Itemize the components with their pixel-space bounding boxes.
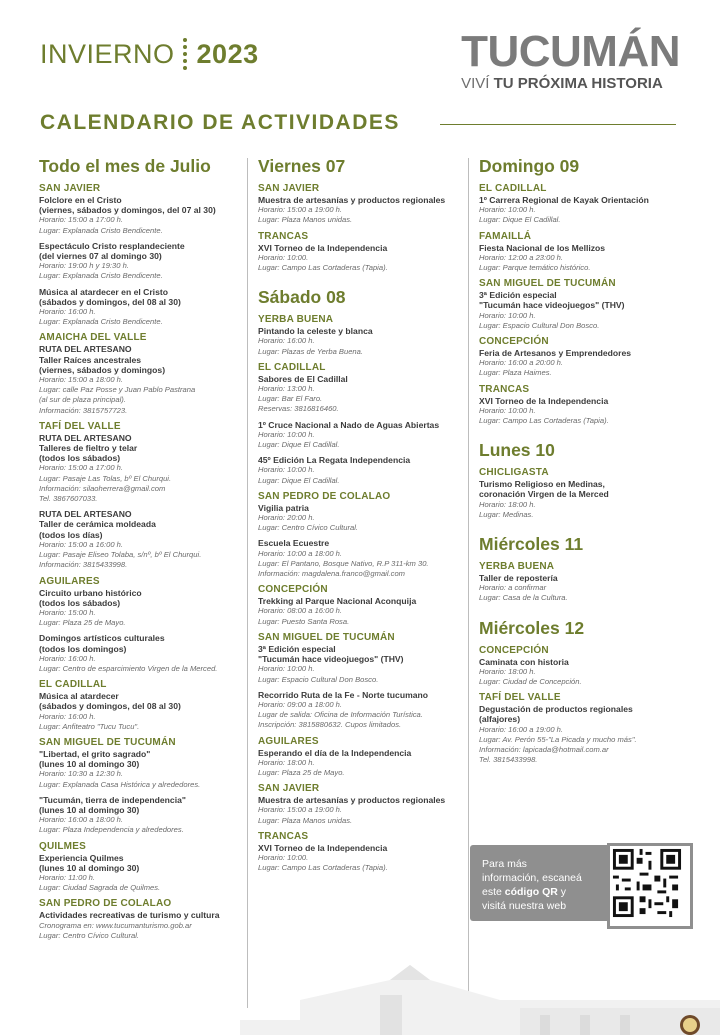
event-details: Horario: 16:00 a 18:00 h. Lugar: Plaza Independencia y alrededores. <box>39 815 184 835</box>
location-group <box>479 561 689 604</box>
day-heading: Lunes 10 <box>479 440 555 461</box>
event-details: Horario: 09:00 a 18:00 h. Lugar de salida: Oficina de Información Turística. Inscripción: 3815880632. Cupos limitados. <box>258 699 423 730</box>
location-group <box>39 332 239 415</box>
location-name: EL CADILLAL <box>258 361 326 373</box>
location-name: YERBA BUENA <box>479 561 555 573</box>
event-title: XVI Torneo de la Independencia <box>479 395 609 406</box>
day-heading: Sábado 08 <box>258 287 346 308</box>
event-item <box>258 795 468 826</box>
event-title: Vigilia patria <box>258 502 309 513</box>
event-title: "Tucumán, tierra de independencia" (lunes 10 al domingo 30) <box>39 794 186 815</box>
event-details: Horario: 15:00 h. Lugar: Plaza 25 de Mayo. <box>39 607 126 628</box>
brand-tagline <box>461 75 680 92</box>
event-item <box>258 690 468 731</box>
calendar-column-3 <box>479 156 689 771</box>
location-name: SAN PEDRO DE COLALAO <box>258 490 391 502</box>
event-title: Muestra de artesanías y productos regionales <box>258 795 446 806</box>
event-item <box>258 596 468 627</box>
location-group <box>479 645 689 688</box>
event-item <box>258 326 468 357</box>
event-item <box>479 704 689 765</box>
location-group <box>258 783 468 826</box>
event-details: Horario: 11:00 h. Lugar: Ciudad Sagrada de Quilmes. <box>39 872 161 893</box>
event-details: Horario: 18:00 h. Lugar: Plaza 25 de Mayo. <box>258 757 345 777</box>
qr-text-line: información, escaneá <box>482 872 582 884</box>
event-title: Pintando la celeste y blanca <box>258 326 373 337</box>
season-year: 2023 <box>196 38 259 69</box>
location-group <box>479 467 689 520</box>
location-group <box>258 231 468 274</box>
event-title: Caminata con historia <box>479 656 569 667</box>
calendar-column-2 <box>258 156 468 878</box>
title-rule <box>440 124 676 125</box>
event-item <box>258 243 468 274</box>
location-name: SAN PEDRO DE COLALAO <box>39 898 172 910</box>
location-group <box>479 384 689 427</box>
event-title: Escuela Ecuestre <box>258 538 330 549</box>
event-item <box>39 287 239 328</box>
event-title: Degustación de productos regionales (alfajores) <box>479 704 633 725</box>
event-title: Esperando el día de la Independencia <box>258 747 412 758</box>
tagline-light: VIVÍ <box>461 75 494 92</box>
event-item <box>39 691 239 732</box>
event-title: Turismo Religioso en Medinas, coronación Virgen de la Merced <box>479 479 609 500</box>
location-group <box>479 336 689 379</box>
location-group <box>479 231 689 274</box>
event-item <box>258 748 468 779</box>
location-name: CONCEPCIÓN <box>258 584 328 596</box>
event-details: Horario: 18:00 h. Lugar: Ciudad de Concepción. <box>479 666 582 687</box>
location-name: FAMAILLÁ <box>479 230 532 242</box>
event-details: Horario: 10:00 h. Lugar: Dique El Cadillal. <box>258 465 340 485</box>
day-heading: Todo el mes de Julio <box>39 156 211 176</box>
event-title: 3ª Edición especial "Tucumán hace videojuegos" (THV) <box>479 290 625 311</box>
event-title: 3ª Edición especial "Tucumán hace videojuegos" (THV) <box>258 643 404 665</box>
event-title: Circuito urbano histórico (todos los sábados) <box>39 587 142 608</box>
qr-callout <box>470 845 690 921</box>
event-item <box>479 348 689 379</box>
event-details: Horario: 15:00 a 19:00 h. Lugar: Plaza Manos unidas. <box>258 805 353 825</box>
event-details: Horario: 18:00 h. Lugar: Medinas. <box>479 499 536 519</box>
event-details: Horario: 16:00 h. Lugar: Centro de esparcimiento Virgen de la Merced. <box>39 653 218 673</box>
event-item <box>258 538 468 579</box>
qr-callout-text <box>482 857 602 913</box>
qr-code[interactable] <box>607 843 693 929</box>
location-name: SAN MIGUEL DE TUCUMÁN <box>39 736 176 748</box>
location-name: TRANCAS <box>258 230 309 242</box>
event-title: Experiencia Quilmes (lunes 10 al domingo 30) <box>39 852 140 873</box>
event-details: Horario: 10:00. Lugar: Campo Las Cortaderas (Tapia). <box>258 252 388 273</box>
event-details: Horario: 08:00 a 16:00 h. Lugar: Puesto Santa Rosa. <box>258 606 350 626</box>
event-item <box>258 195 468 226</box>
event-details: Horario: 10:00 h. Lugar: Espacio Cultural Don Bosco. <box>479 310 600 330</box>
event-title: Fiesta Nacional de los Mellizos <box>479 242 606 253</box>
event-title: Folclore en el Cristo (viernes, sábados y domingos, del 07 al 30) <box>39 195 216 216</box>
event-details: Horario: 15:00 a 19:00 h. Lugar: Plaza Manos unidas. <box>258 205 353 225</box>
event-details: Horario: 15:00 a 17:00 h. Lugar: Pasaje Las Tolas, bº El Churqui. Información: silaoherrera@gmail.com Tel. 3867607033. <box>39 463 172 504</box>
location-name: SAN JAVIER <box>258 783 320 795</box>
location-name: YERBA BUENA <box>258 314 334 326</box>
event-details: Horario: 16:00 a 19:00 h. Lugar: Av. Perón 55-"La Picada y mucho más". Información: lapicada@hotmail.com.ar Tel. 3815433998. <box>479 724 637 765</box>
event-item <box>479 396 689 427</box>
event-details: Horario: 10:30 a 12:30 h. Lugar: Explanada Casa Histórica y alrededores. <box>39 769 201 789</box>
qr-code-icon <box>610 846 684 920</box>
location-name: TRANCAS <box>258 830 309 842</box>
page-title: CALENDARIO DE ACTIVIDADES <box>40 111 400 134</box>
event-title: Feria de Artesanos y Emprendedores <box>479 348 632 359</box>
location-group <box>479 692 689 765</box>
tagline-bold: TU PRÓXIMA HISTORIA <box>493 75 663 92</box>
event-item <box>258 455 468 486</box>
event-item <box>479 479 689 520</box>
day-heading: Viernes 07 <box>258 156 346 176</box>
day-heading: Miércoles 11 <box>479 534 584 555</box>
event-details: Horario: 10:00. Lugar: Campo Las Cortaderas (Tapia). <box>258 852 388 873</box>
location-name: SAN JAVIER <box>258 183 320 194</box>
event-title: RUTA DEL ARTESANO Talleres de fieltro y telar (todos los sábados) <box>39 432 138 464</box>
location-name: AGUILARES <box>258 735 319 747</box>
qr-text-line: visitá nuestra web <box>482 900 567 912</box>
event-title: Domingos artísticos culturales (todos los domingos) <box>39 633 165 654</box>
day-heading: Miércoles 12 <box>479 617 585 638</box>
event-details: Horario: 10:00 h. Lugar: Dique El Cadillal. <box>479 205 561 225</box>
brand-logo <box>461 27 680 92</box>
event-item <box>479 195 689 226</box>
event-item <box>39 588 239 629</box>
event-details: Horario: 12:00 a 23:00 h. Lugar: Parque temático histórico. <box>479 252 591 273</box>
event-item <box>258 503 468 534</box>
location-group <box>258 632 468 731</box>
event-title: Música al atardecer (sábados y domingos, del 08 al 30) <box>39 691 181 712</box>
event-details: Horario: 10:00 h. Lugar: Campo Las Cortaderas (Tapia). <box>479 405 609 426</box>
event-title: RUTA DEL ARTESANO Taller Raíces ancestrales (viernes, sábados y domingos) <box>39 344 166 375</box>
event-item <box>39 853 239 894</box>
location-group <box>258 314 468 357</box>
location-name: CHICLIGASTA <box>479 467 549 479</box>
location-name: SAN MIGUEL DE TUCUMÁN <box>479 278 616 290</box>
event-title: Actividades recreativas de turismo y cultura <box>39 910 220 921</box>
event-title: Recorrido Ruta de la Fe - Norte tucumano <box>258 689 428 700</box>
event-title: 1º Carrera Regional de Kayak Orientación <box>479 195 649 205</box>
event-title: Espectáculo Cristo resplandeciente (del viernes 07 al domingo 30) <box>39 240 185 262</box>
event-item <box>258 420 468 451</box>
location-name: CONCEPCIÓN <box>479 644 549 656</box>
column-divider <box>468 158 469 1008</box>
location-name: SAN MIGUEL DE TUCUMÁN <box>258 631 395 643</box>
location-group <box>258 736 468 779</box>
qr-text-bold: código QR <box>504 886 558 898</box>
event-details: Horario: 16:00 h. Lugar: Anfiteatro "Tucu Tucu". <box>39 711 140 731</box>
column-divider <box>247 158 248 1008</box>
location-name: AMAICHA DEL VALLE <box>39 332 147 344</box>
event-details: Horario: 16:00 a 20:00 h. Lugar: Plaza Haimes. <box>479 358 564 378</box>
location-group <box>258 831 468 874</box>
event-details: Horario: 15:00 a 17:00 h. Lugar: Explanada Cristo Bendicente. <box>39 215 163 235</box>
event-item <box>39 195 239 236</box>
header <box>0 0 720 110</box>
event-title: Taller de repostería <box>479 573 558 584</box>
location-group <box>479 183 689 226</box>
location-group <box>258 362 468 486</box>
event-details: Horario: 15:00 a 18:00 h. Lugar: calle Paz Posse y Juan Pablo Pastrana (al sur de plaza principal). Información: 3815757723. <box>39 375 196 415</box>
event-details: Horario: 15:00 a 16:00 h. Lugar: Pasaje Eliseo Tolaba, s/nº, bº El Churqui. Información: 3815433998. <box>39 539 202 570</box>
event-details: Horario: 16:00 h. Lugar: Plazas de Yerba Buena. <box>258 336 363 356</box>
event-item <box>39 795 239 836</box>
location-name: QUILMES <box>39 840 86 852</box>
event-item <box>479 573 689 604</box>
event-details: Horario: 16:00 h. Lugar: Explanada Cristo Bendicente. <box>39 307 163 327</box>
event-details: Horario: 10:00 h. Lugar: Dique El Cadillal. <box>258 429 340 450</box>
event-item <box>39 433 239 504</box>
location-name: EL CADILLAL <box>39 679 107 691</box>
location-group <box>258 584 468 627</box>
event-title: Muestra de artesanías y productos regionales <box>258 195 446 205</box>
calendar-column-1 <box>39 156 239 946</box>
event-title: 45º Edición La Regata Independencia <box>258 455 411 466</box>
qr-text-post: y <box>557 886 567 898</box>
event-details: Horario: 13:00 h. Lugar: Bar El Faro. Reservas: 3816816460. <box>258 384 339 414</box>
event-details: Horario: 20:00 h. Lugar: Centro Cívico Cultural. <box>258 513 359 533</box>
location-name: EL CADILLAL <box>479 183 547 194</box>
event-title: Sabores de El Cadillal <box>258 373 348 384</box>
event-item <box>39 749 239 790</box>
event-details: Horario: 19:00 h y 19:30 h. Lugar: Explanada Cristo Bendicente. <box>39 261 163 281</box>
location-group <box>39 576 239 675</box>
event-details: Horario: 10:00 a 18:00 h. Lugar: El Pantano, Bosque Nativo, R.P 311-km 30. Información: magdalena.franco@gmail.com <box>258 548 429 579</box>
event-title: "Libertad, el grito sagrado" (lunes 10 al domingo 30) <box>39 748 151 770</box>
event-item <box>258 374 468 415</box>
event-item <box>258 644 468 685</box>
event-title: Música al atardecer en el Cristo (sábados y domingos, del 08 al 30) <box>39 286 181 307</box>
location-group <box>39 841 239 894</box>
event-item <box>39 509 239 570</box>
event-item <box>39 633 239 674</box>
location-group <box>39 183 239 327</box>
event-item <box>39 344 239 415</box>
location-group <box>39 737 239 836</box>
event-item <box>479 243 689 274</box>
brand-name: TUCUMÁN <box>461 27 680 76</box>
event-title: RUTA DEL ARTESANO Taller de cerámica moldeada (todos los días) <box>39 509 156 540</box>
event-title: Trekking al Parque Nacional Aconquija <box>258 596 417 607</box>
season-label: INVIERNO <box>40 38 175 69</box>
event-item <box>39 241 239 282</box>
location-name: CONCEPCIÓN <box>479 336 549 348</box>
location-name: TAFÍ DEL VALLE <box>479 692 561 704</box>
event-title: XVI Torneo de la Independencia <box>258 842 388 853</box>
event-item <box>258 843 468 874</box>
qr-text-line: Para más <box>482 858 527 870</box>
event-item <box>39 910 239 941</box>
event-item <box>479 657 689 688</box>
location-group <box>39 898 239 941</box>
event-title: 1º Cruce Nacional a Nado de Aguas Abiertas <box>258 419 440 430</box>
location-group <box>39 421 239 571</box>
qr-text-pre: este <box>482 886 505 898</box>
event-details: Horario: 10:00 h. Lugar: Espacio Cultural Don Bosco. <box>258 664 379 684</box>
season-logo <box>40 38 259 70</box>
day-heading: Domingo 09 <box>479 156 580 176</box>
event-details: Horario: a confirmar Lugar: Casa de la Cultura. <box>479 583 568 603</box>
location-name: AGUILARES <box>39 575 100 587</box>
colonial-building-illustration <box>240 960 720 1035</box>
event-item <box>479 290 689 331</box>
event-details: Cronograma en: www.tucumanturismo.gob.ar Lugar: Centro Cívico Cultural. <box>39 920 192 940</box>
location-name: SAN JAVIER <box>39 183 101 194</box>
location-group <box>258 491 468 579</box>
qr-text-line <box>482 885 602 899</box>
location-name: TRANCAS <box>479 383 530 395</box>
location-group <box>258 183 468 226</box>
location-group <box>39 679 239 732</box>
dots-divider-icon <box>183 38 187 70</box>
location-group <box>479 278 689 331</box>
event-title: XVI Torneo de la Independencia <box>258 242 388 253</box>
location-name: TAFÍ DEL VALLE <box>39 420 121 432</box>
